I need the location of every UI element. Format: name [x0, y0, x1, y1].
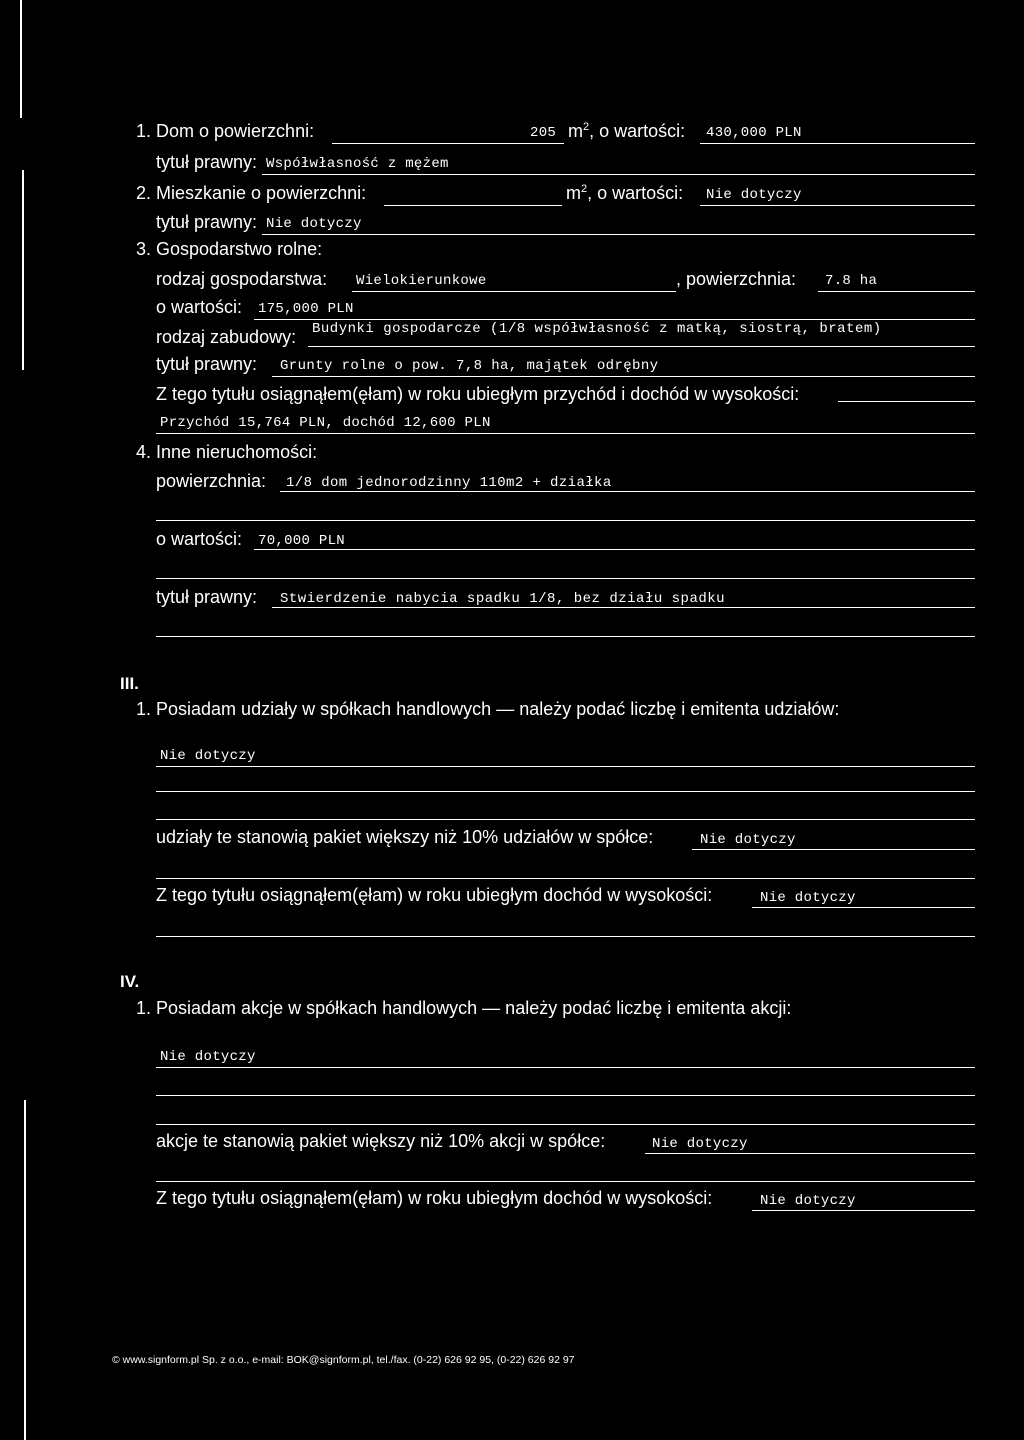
apartment-title-line [262, 234, 975, 235]
farm-buildings-line [308, 346, 975, 347]
farm-value-label: o wartości: [156, 297, 243, 317]
stocks-line-2 [156, 1095, 975, 1096]
section-iv-heading: IV. [120, 972, 140, 991]
stocks-label: 1. Posiadam akcje w spółkach handlowych — należy podać liczbę i emitenta akcji: [136, 998, 792, 1018]
other-value-line-2 [156, 578, 975, 579]
other-title-label: tytuł prawny: [156, 587, 258, 607]
shares-label: 1. Posiadam udziały w spółkach handlowych — należy podać liczbę i emitenta udziałów: [136, 699, 840, 719]
stocks-income-value: Nie dotyczy [760, 1193, 856, 1209]
shares-value: Nie dotyczy [160, 748, 256, 764]
scan-margin-bar [22, 170, 24, 370]
other-value-label: o wartości: [156, 529, 243, 549]
house-area-value: 205 [530, 125, 557, 141]
farm-income-label: Z tego tytułu osiągnąłem(ęłam) w roku ubiegłym przychód i dochód w wysokości: [156, 384, 800, 404]
apartment-unit-label: $m^2$, o wartości: [566, 183, 684, 203]
house-label: 1. Dom o powierzchni: [136, 121, 315, 141]
other-property-label: 4. Inne nieruchomości: [136, 442, 318, 462]
house-title-label: tytuł prawny: [156, 152, 258, 172]
shares-line-1 [156, 766, 975, 767]
farm-income-line-b [156, 433, 975, 434]
stocks-package-value: Nie dotyczy [652, 1136, 748, 1152]
house-title-line [262, 174, 975, 175]
stocks-line-3 [156, 1124, 975, 1125]
apartment-value: Nie dotyczy [706, 187, 802, 203]
farm-type-value: Wielokierunkowe [356, 273, 487, 289]
shares-package-value: Nie dotyczy [700, 832, 796, 848]
other-value-line [254, 549, 975, 550]
shares-line-3 [156, 819, 975, 820]
house-value: 430,000 PLN [706, 125, 802, 141]
stocks-income-line [752, 1210, 975, 1211]
apartment-title-label: tytuł prawny: [156, 212, 258, 232]
other-value: 70,000 PLN [258, 533, 346, 549]
farm-income-value: Przychód 15,764 PLN, dochód 12,600 PLN [160, 415, 491, 431]
shares-income-line [752, 907, 975, 908]
farm-buildings-label: rodzaj zabudowy: [156, 327, 297, 347]
house-unit-label: $m^2$, o wartości: [568, 121, 686, 141]
shares-line-2 [156, 791, 975, 792]
other-area-line-2 [156, 520, 975, 521]
farm-buildings-value: Budynki gospodarcze (1/8 współwłasność z matką, siostrą, bratem) [312, 321, 882, 337]
farm-value: 175,000 PLN [258, 301, 354, 317]
farm-title-value: Grunty rolne o pow. 7,8 ha, majątek odrębny [280, 358, 659, 374]
farm-area-value: 7.8 ha [825, 273, 878, 289]
apartment-area-line [384, 205, 562, 206]
section-iii-heading: III. [120, 674, 139, 693]
stocks-package-line-2 [156, 1181, 975, 1182]
other-title-line-2 [156, 636, 975, 637]
farm-label: 3. Gospodarstwo rolne: [136, 239, 323, 259]
apartment-title-value: Nie dotyczy [266, 216, 362, 232]
apartment-label: 2. Mieszkanie o powierzchni: [136, 183, 367, 203]
shares-package-label: udziały te stanowią pakiet większy niż 10% udziałów w spółce: [156, 827, 654, 847]
farm-area-label: , powierzchnia: [676, 269, 797, 289]
shares-income-label: Z tego tytułu osiągnąłem(ęłam) w roku ubiegłym dochód w wysokości: [156, 885, 713, 905]
farm-type-label: rodzaj gospodarstwa: [156, 269, 328, 289]
other-title-value: Stwierdzenie nabycia spadku 1/8, bez działu spadku [280, 591, 726, 607]
stocks-package-line [645, 1153, 975, 1154]
other-area-label: powierzchnia: [156, 471, 267, 491]
farm-title-line [272, 376, 975, 377]
shares-package-line-2 [156, 878, 975, 879]
farm-title-label: tytuł prawny: [156, 354, 258, 374]
farm-area-line [818, 291, 975, 292]
shares-income-line-2 [156, 936, 975, 937]
farm-type-line [352, 291, 676, 292]
scan-margin-bar [20, 0, 22, 118]
house-value-line [700, 143, 975, 144]
footer-text: © www.signform.pl Sp. z o.o., e-mail: BOK@signform.pl, tel./fax. (0-22) 626 92 95, (0-22) 626 92 97 [112, 1354, 575, 1366]
house-area-line [332, 143, 564, 144]
stocks-income-label: Z tego tytułu osiągnąłem(ęłam) w roku ubiegłym dochód w wysokości: [156, 1188, 713, 1208]
scan-margin-bar [24, 1100, 26, 1440]
shares-income-value: Nie dotyczy [760, 890, 856, 906]
other-area-value: 1/8 dom jednorodzinny 110m2 + działka [286, 475, 612, 491]
apartment-value-line [700, 205, 975, 206]
stocks-line-1 [156, 1067, 975, 1068]
stocks-value: Nie dotyczy [160, 1049, 256, 1065]
house-title-value: Współwłasność z mężem [266, 156, 449, 172]
farm-income-line-a [838, 401, 975, 402]
stocks-package-label: akcje te stanowią pakiet większy niż 10% akcji w spółce: [156, 1131, 606, 1151]
shares-package-line [692, 849, 975, 850]
